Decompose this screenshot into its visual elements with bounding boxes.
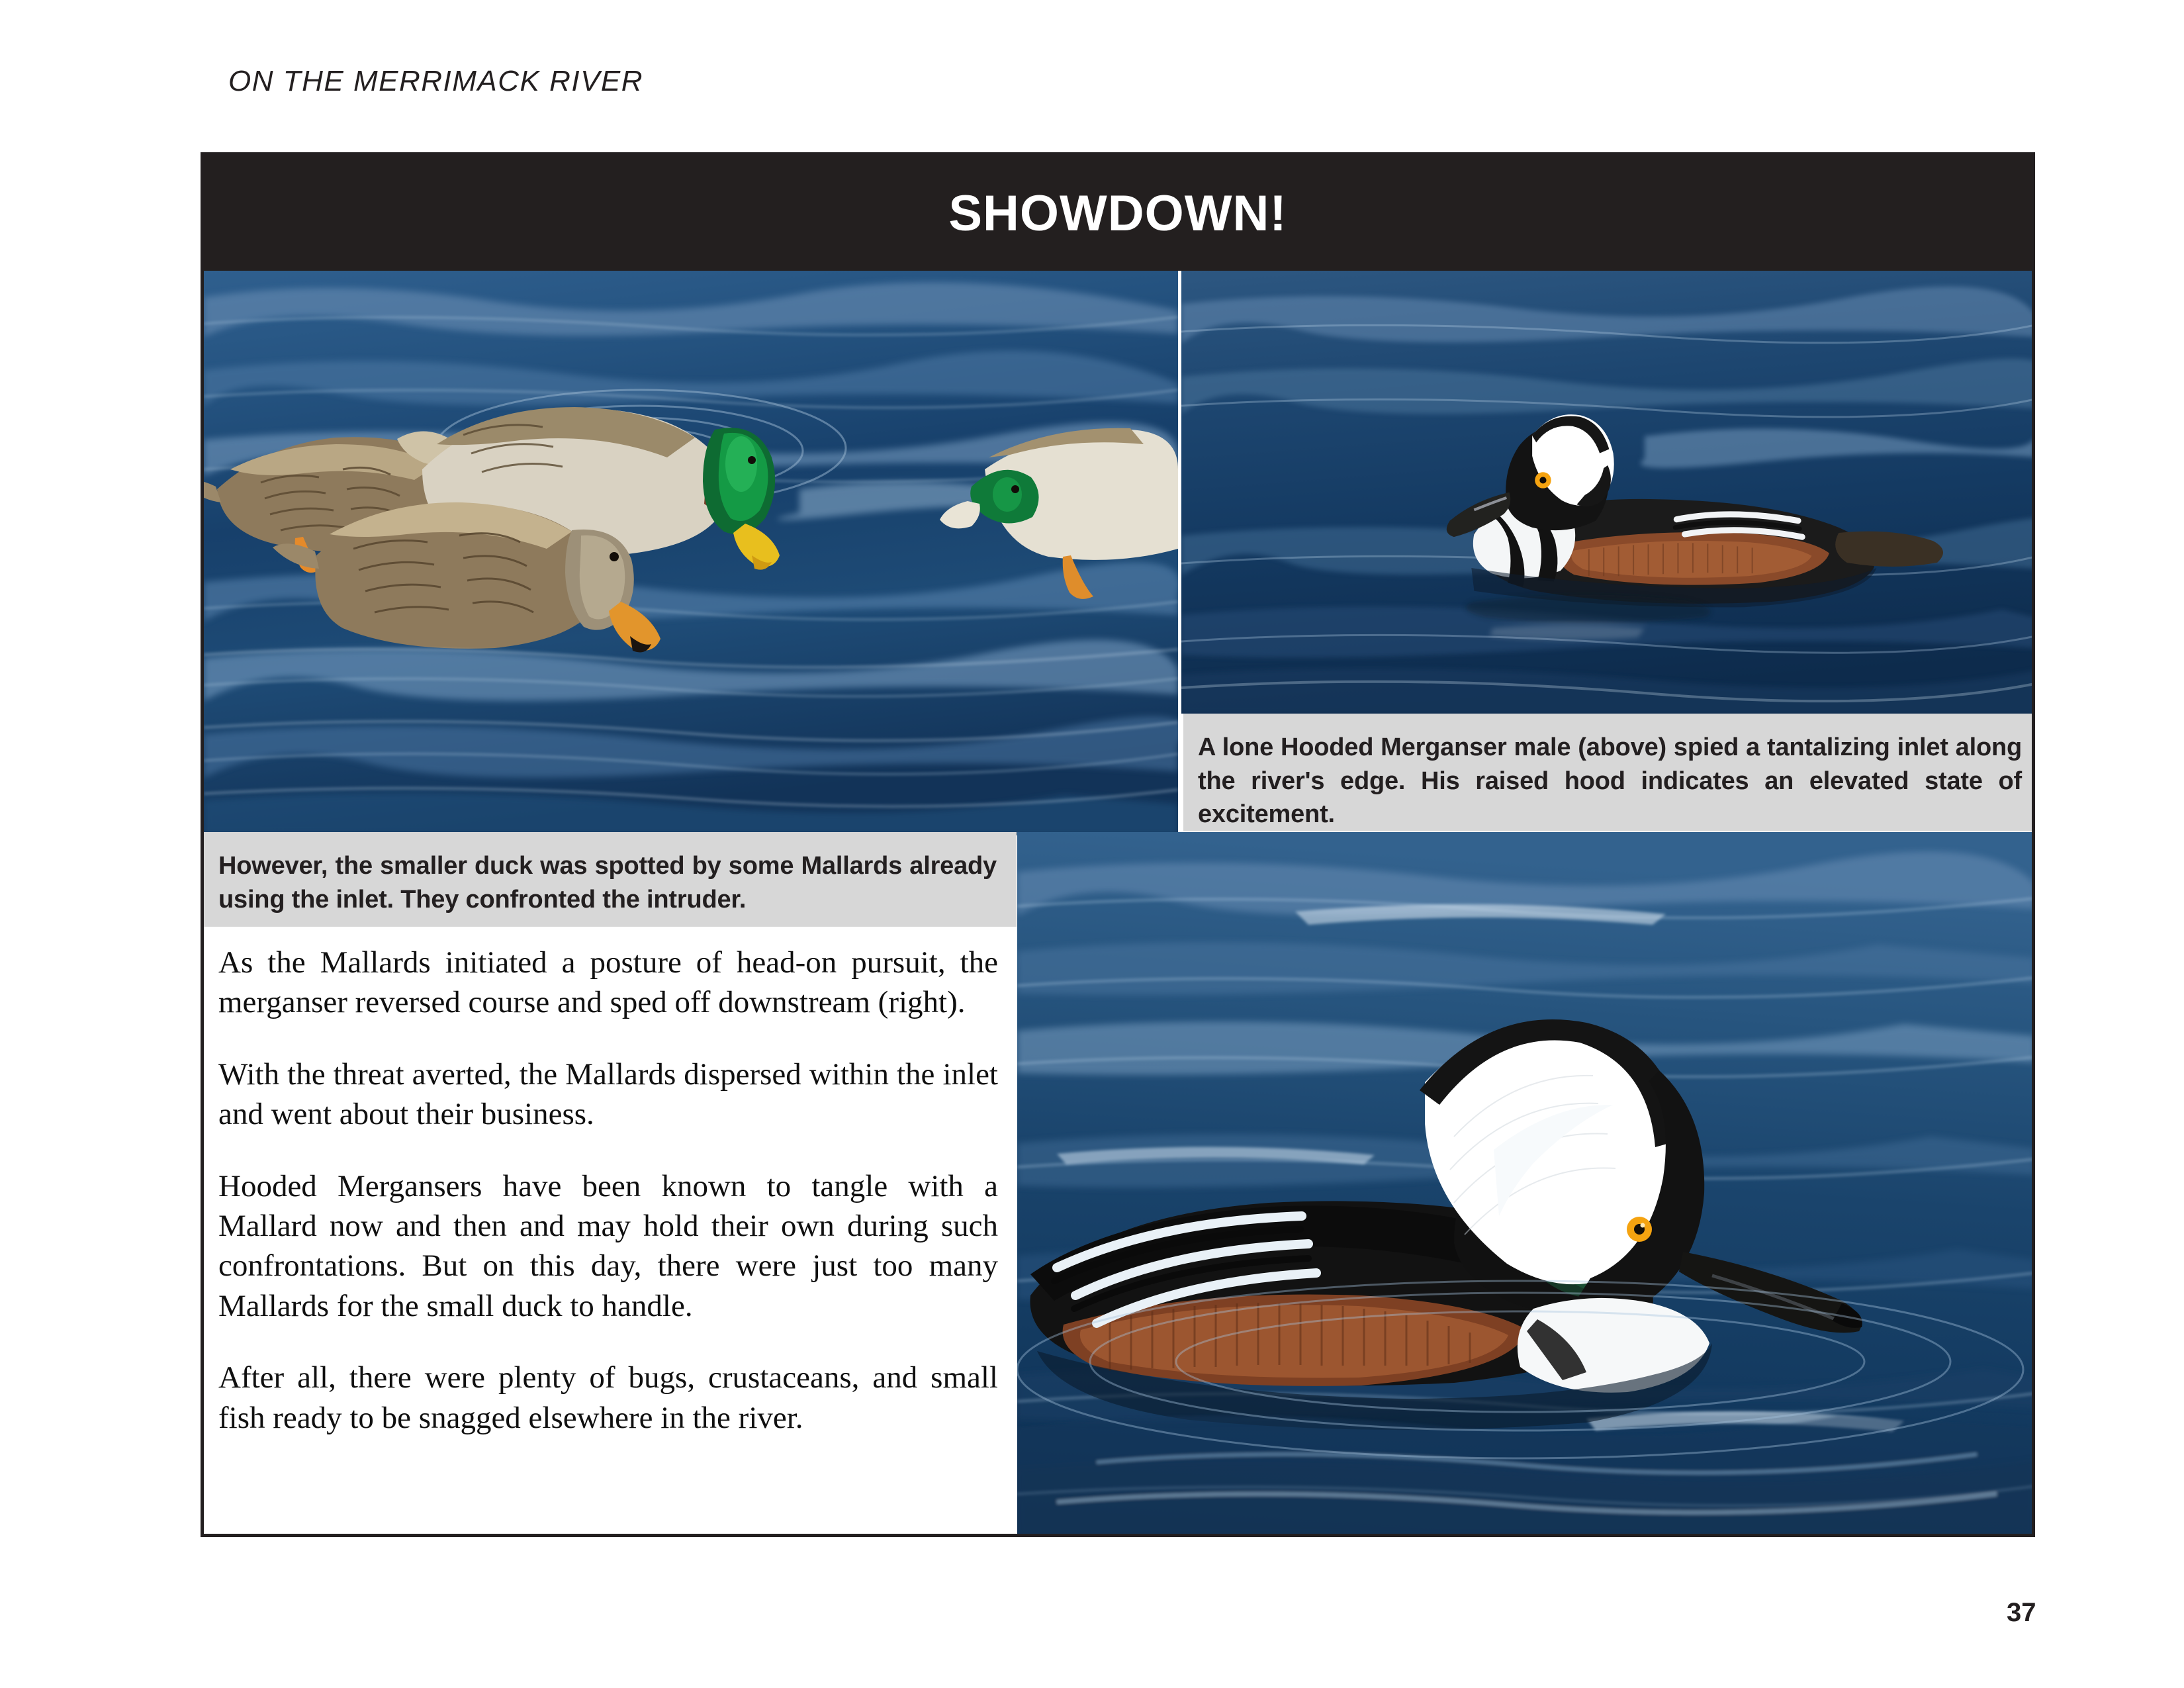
title-banner [204,156,2032,271]
body-text-column [204,927,1017,1534]
caption-merganser-text: A lone Hooded Merganser male (above) spied a tantalizing inlet along the river's edge. His raised hood indicates an elevated state of excitement. [1198,733,2022,829]
photo-lone-hooded-merganser [1181,271,2035,714]
caption-mallards-text: However, the smaller duck was spotted by some Mallards already using the inlet. They confronted the intruder. [218,852,997,914]
caption-lone-merganser [1183,714,2035,831]
content-block [201,152,2035,1537]
body-paragraph-4: After all, there were plenty of bugs, crustaceans, and small fish ready to be snagged elsewhere in the river. [218,1360,998,1435]
caption-mallards [204,832,1017,927]
body-paragraph-3: Hooded Mergansers have been known to tangle with a Mallard now and then and may hold their own during such confrontations. But on this day, there were just too many Mallards for the small duck to handle. [218,1168,998,1323]
page-title: SHOWDOWN! [948,185,1287,242]
body-paragraph-2: With the threat averted, the Mallards dispersed within the inlet and went about their business. [218,1056,998,1132]
photo-hooded-merganser-closeup [1017,832,2035,1537]
photo-mallards-confronting [204,271,1178,835]
page-number: 37 [2007,1598,2036,1627]
body-paragraph-1: As the Mallards initiated a posture of head-on pursuit, the merganser reversed course and sped off downstream (right). [218,945,998,1020]
running-head: ON THE MERRIMACK RIVER [228,65,644,97]
